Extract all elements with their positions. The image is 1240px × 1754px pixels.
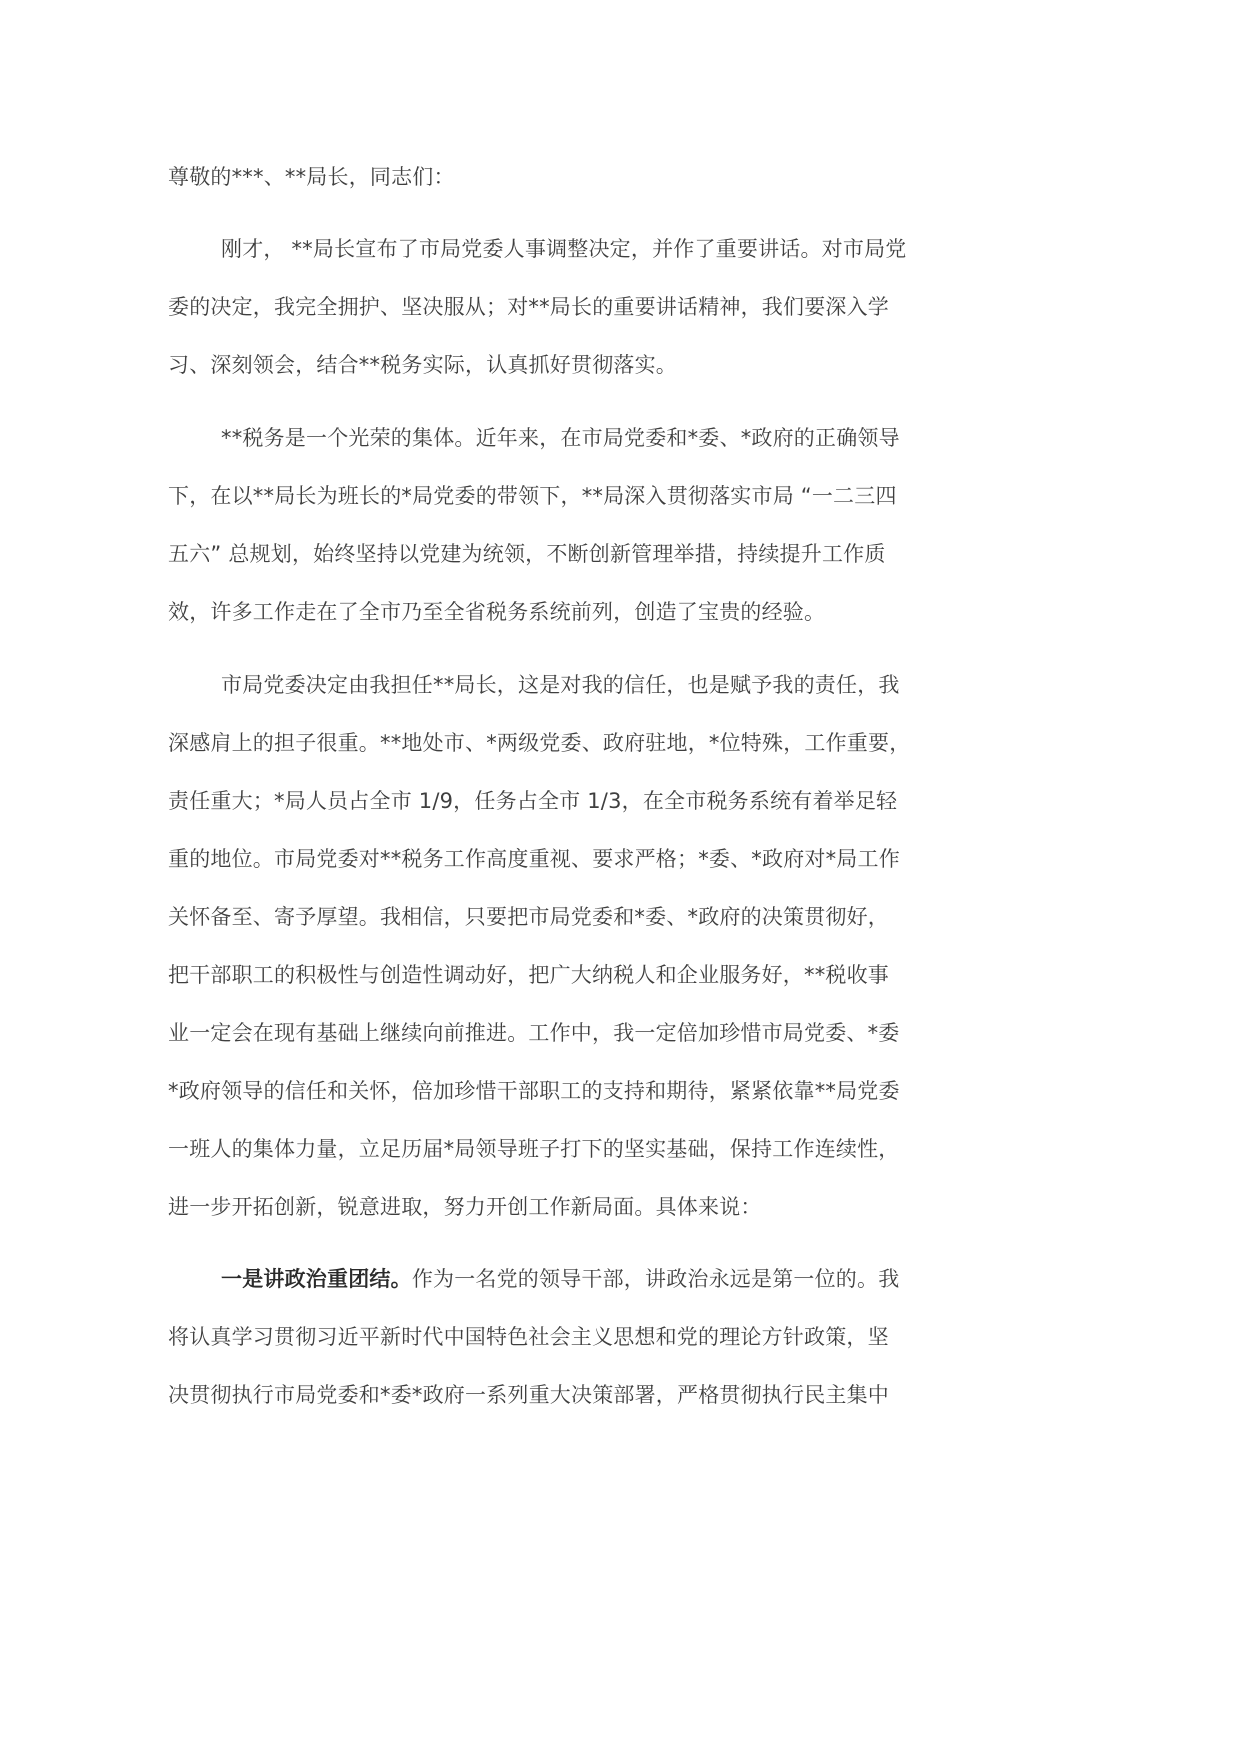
paragraph-4-heading: 一是讲政治重团结。 <box>221 1267 412 1291</box>
paragraph-2-line-4: 效，许多工作走在了全市乃至全省税务系统前列，创造了宝贵的经验。 <box>168 600 826 624</box>
paragraph-4-line-3: 决贯彻执行市局党委和*委*政府一系列重大决策部署，严格贯彻执行民主集中 <box>168 1383 889 1407</box>
paragraph-3-line-1: 市局党委决定由我担任**局长，这是对我的信任，也是赋予我的责任，我 <box>221 673 900 697</box>
paragraph-3-line-5: 关怀备至、寄予厚望。我相信，只要把市局党委和*委、*政府的决策贯彻好， <box>168 905 889 929</box>
paragraph-3-line-6: 把干部职工的积极性与创造性调动好，把广大纳税人和企业服务好，**税收事 <box>168 963 889 987</box>
paragraph-2-line-3: 五六” 总规划，始终坚持以党建为统领，不断创新管理举措，持续提升工作质 <box>168 542 886 566</box>
paragraph-4-line-1 <box>221 1265 899 1293</box>
paragraph-2-line-1: **税务是一个光荣的集体。近年来，在市局党委和*委、*政府的正确领导 <box>221 426 900 450</box>
paragraph-3-line-4: 重的地位。市局党委对**税务工作高度重视、要求严格；*委、*政府对*局工作 <box>168 847 900 871</box>
paragraph-1-line-3: 习、深刻领会，结合**税务实际，认真抓好贯彻落实。 <box>168 353 677 377</box>
paragraph-3-line-7: 业一定会在现有基础上继续向前推进。工作中，我一定倍加珍惜市局党委、*委 <box>168 1021 900 1045</box>
paragraph-1-line-1: 刚才， **局长宣布了市局党委人事调整决定，并作了重要讲话。对市局党 <box>221 237 907 261</box>
paragraph-3-line-2: 深感肩上的担子很重。**地处市、*两级党委、政府驻地，*位特殊，工作重要， <box>168 731 911 755</box>
salutation: 尊敬的***、**局长，同志们： <box>168 165 455 189</box>
paragraph-3-line-10: 进一步开拓创新，锐意进取，努力开创工作新局面。具体来说： <box>168 1195 762 1219</box>
paragraph-4-line-2: 将认真学习贯彻习近平新时代中国特色社会主义思想和党的理论方针政策，坚 <box>168 1325 889 1349</box>
paragraph-2-line-2: 下，在以**局长为班长的*局党委的带领下，**局深入贯彻落实市局 “一二三四 <box>168 484 897 508</box>
paragraph-1-line-2: 委的决定，我完全拥护、坚决服从；对**局长的重要讲话精神，我们要深入学 <box>168 295 889 319</box>
paragraph-3-line-3: 责任重大；*局人员占全市 1/9，任务占全市 1/3，在全市税务系统有着举足轻 <box>168 789 898 813</box>
paragraph-3-line-8: *政府领导的信任和关怀，倍加珍惜干部职工的支持和期待，紧紧依靠**局党委 <box>168 1079 900 1103</box>
paragraph-4-line-1-text: 作为一名党的领导干部，讲政治永远是第一位的。我 <box>411 1267 900 1291</box>
paragraph-3-line-9: 一班人的集体力量，立足历届*局领导班子打下的坚实基础，保持工作连续性， <box>168 1137 900 1161</box>
